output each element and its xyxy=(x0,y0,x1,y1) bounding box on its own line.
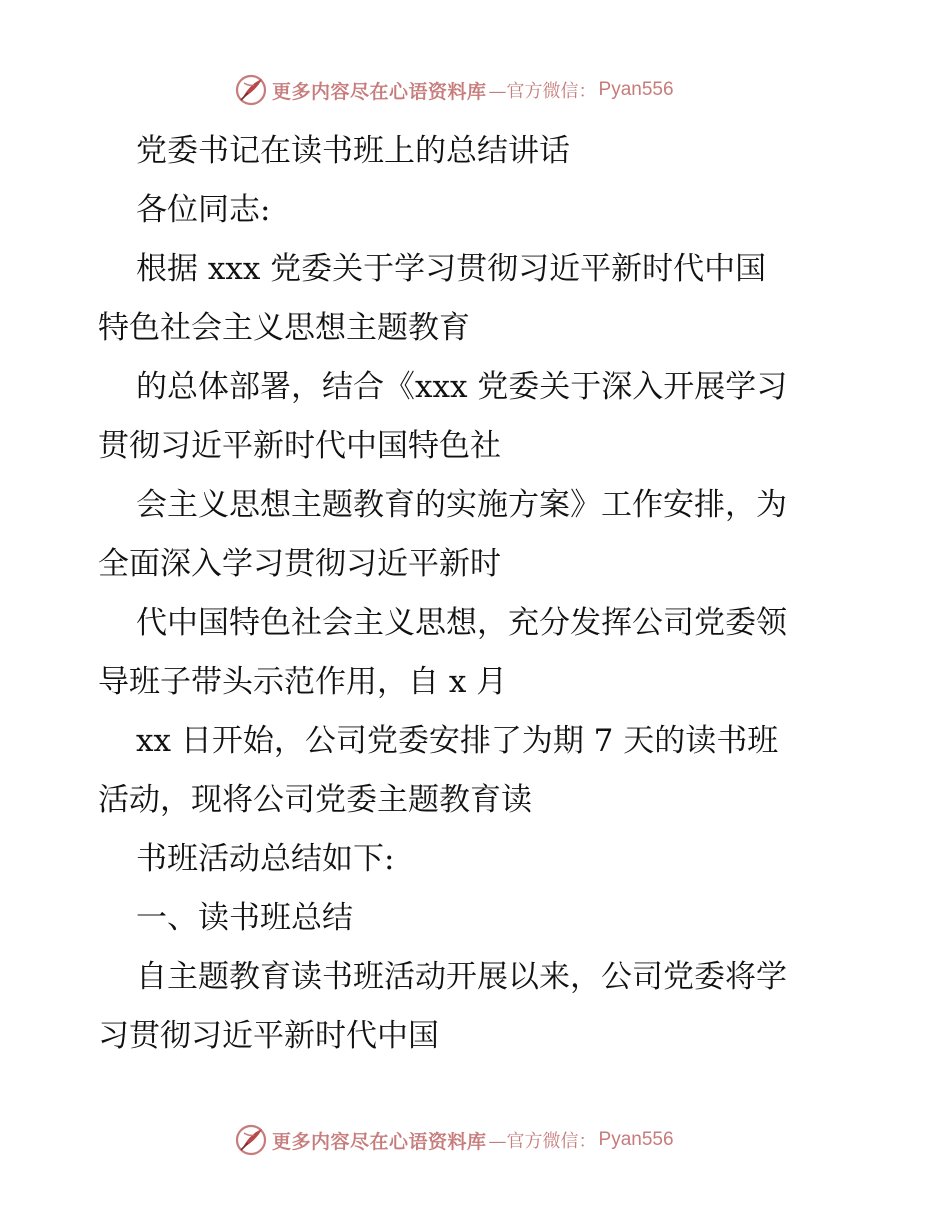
body-line: 习贯彻习近平新时代中国 xyxy=(98,1018,439,1054)
body-line: 导班子带头示范作用，自 x 月 xyxy=(98,664,508,700)
body-line: 会主义思想主题教育的实施方案》工作安排，为 xyxy=(136,487,787,523)
watermark-title: 更多内容尽在心语资料库 xyxy=(272,80,487,103)
watermark-separator: —官方微信： xyxy=(488,81,597,102)
watermark-wechat-id: Pyan556 xyxy=(598,79,674,100)
watermark-separator: —官方微信： xyxy=(488,1131,597,1152)
body-line: 贯彻习近平新时代中国特色社 xyxy=(98,428,501,464)
body-line: xx 日开始，公司党委安排了为期 7 天的读书班 xyxy=(136,723,779,759)
body-line: 活动，现将公司党委主题教育读 xyxy=(98,782,532,818)
body-line: 全面深入学习贯彻习近平新时 xyxy=(98,546,501,582)
watermark-wechat-id: Pyan556 xyxy=(598,1129,674,1150)
body-line: 根据 xxx 党委关于学习贯彻习近平新时代中国 xyxy=(136,251,767,287)
feather-quill-icon xyxy=(234,73,268,107)
section-heading: 一、读书班总结 xyxy=(136,900,353,936)
document-title: 党委书记在读书班上的总结讲话 xyxy=(136,133,570,169)
body-line: 特色社会主义思想主题教育 xyxy=(98,310,470,346)
watermark-banner-bottom xyxy=(234,1122,674,1158)
feather-quill-icon xyxy=(234,1123,268,1157)
body-line: 自主题教育读书班活动开展以来，公司党委将学 xyxy=(136,959,787,995)
document-body xyxy=(98,122,858,1066)
watermark-title: 更多内容尽在心语资料库 xyxy=(272,1130,487,1153)
body-line: 代中国特色社会主义思想，充分发挥公司党委领 xyxy=(136,605,787,641)
watermark-banner-top xyxy=(234,72,674,108)
body-line: 的总体部署，结合《xxx 党委关于深入开展学习 xyxy=(136,369,788,405)
body-line: 书班活动总结如下: xyxy=(136,841,395,877)
salutation: 各位同志: xyxy=(136,192,271,228)
